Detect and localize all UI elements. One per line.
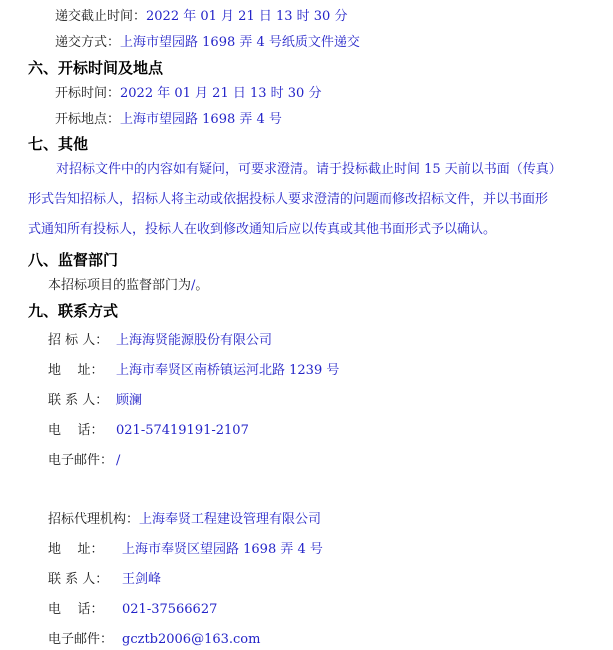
agency-contact-value: 王剑峰	[122, 572, 162, 587]
tenderer-contact-label: 联 系 人：	[48, 393, 109, 408]
supervision-value: /	[191, 278, 196, 293]
tenderer-address-value: 上海市奉贤区南桥镇运河北路 1239 号	[116, 363, 340, 378]
open-time-label: 开标时间：	[55, 86, 121, 101]
tenderer-email-line	[48, 451, 120, 471]
tenderer-phone-line	[48, 421, 249, 441]
method-label: 递交方式：	[55, 35, 121, 50]
deadline-label: 递交截止时间：	[55, 9, 147, 24]
agency-email-line	[48, 630, 260, 650]
agency-phone-label: 电 话：	[48, 602, 104, 617]
agency-address-value: 上海市奉贤区望园路 1698 弄 4 号	[122, 542, 323, 557]
supervision-line	[48, 276, 208, 296]
agency-email-label: 电子邮件：	[48, 632, 114, 647]
section-7-heading: 七、其他	[28, 135, 89, 153]
method-line	[55, 33, 360, 53]
section-6-heading: 六、开标时间及地点	[28, 59, 164, 77]
deadline-value: 2022 年 01 月 21 日 13 时 30 分	[146, 9, 348, 24]
agency-email-value: gcztb2006@163.com	[122, 632, 261, 647]
other-paragraph-line-1: 对招标文件中的内容如有疑问，可要求澄清。请于投标截止时间 15 天前以书面（传真）	[56, 162, 562, 177]
tenderer-address-label: 地 址：	[48, 363, 104, 378]
tenderer-name-line	[48, 331, 272, 351]
agency-name-value: 上海奉贤工程建设管理有限公司	[139, 512, 322, 527]
agency-contact-label: 联 系 人：	[48, 572, 109, 587]
tenderer-phone-label: 电 话：	[48, 423, 104, 438]
agency-name-line	[48, 510, 321, 530]
open-place-value: 上海市望园路 1698 弄 4 号	[120, 112, 282, 127]
tenderer-email-value: /	[116, 453, 121, 468]
other-paragraph-line-3: 式通知所有投标人，投标人在收到修改通知后应以传真或其他书面形式予以确认。	[28, 222, 497, 237]
agency-name-label: 招标代理机构：	[48, 512, 140, 527]
tenderer-address-line	[48, 361, 339, 381]
section-9-heading: 九、联系方式	[28, 302, 119, 320]
tenderer-contact-value: 顾澜	[116, 393, 143, 408]
supervision-prefix: 本招标项目的监督部门为	[48, 278, 192, 293]
tenderer-phone-value: 021-57419191-2107	[116, 423, 249, 438]
open-time-value: 2022 年 01 月 21 日 13 时 30 分	[120, 86, 322, 101]
open-place-label: 开标地点：	[55, 112, 121, 127]
section-8-heading: 八、监督部门	[28, 251, 119, 269]
tenderer-contact-line	[48, 391, 142, 411]
open-place-line	[55, 110, 282, 130]
agency-address-label: 地 址：	[48, 542, 104, 557]
tenderer-name-label: 招 标 人：	[48, 333, 109, 348]
tenderer-email-label: 电子邮件：	[48, 453, 114, 468]
supervision-suffix: 。	[195, 278, 209, 293]
other-paragraph-line-2: 形式告知招标人，招标人将主动或依据投标人要求澄清的问题而修改招标文件，并以书面形	[28, 192, 549, 207]
agency-address-line	[48, 540, 323, 560]
agency-phone-line	[48, 600, 217, 620]
deadline-line	[55, 7, 347, 27]
open-time-line	[55, 84, 321, 104]
method-value: 上海市望园路 1698 弄 4 号纸质文件递交	[120, 35, 360, 50]
tenderer-name-value: 上海海贤能源股份有限公司	[116, 333, 273, 348]
agency-phone-value: 021-37566627	[122, 602, 218, 617]
agency-contact-line	[48, 570, 161, 590]
